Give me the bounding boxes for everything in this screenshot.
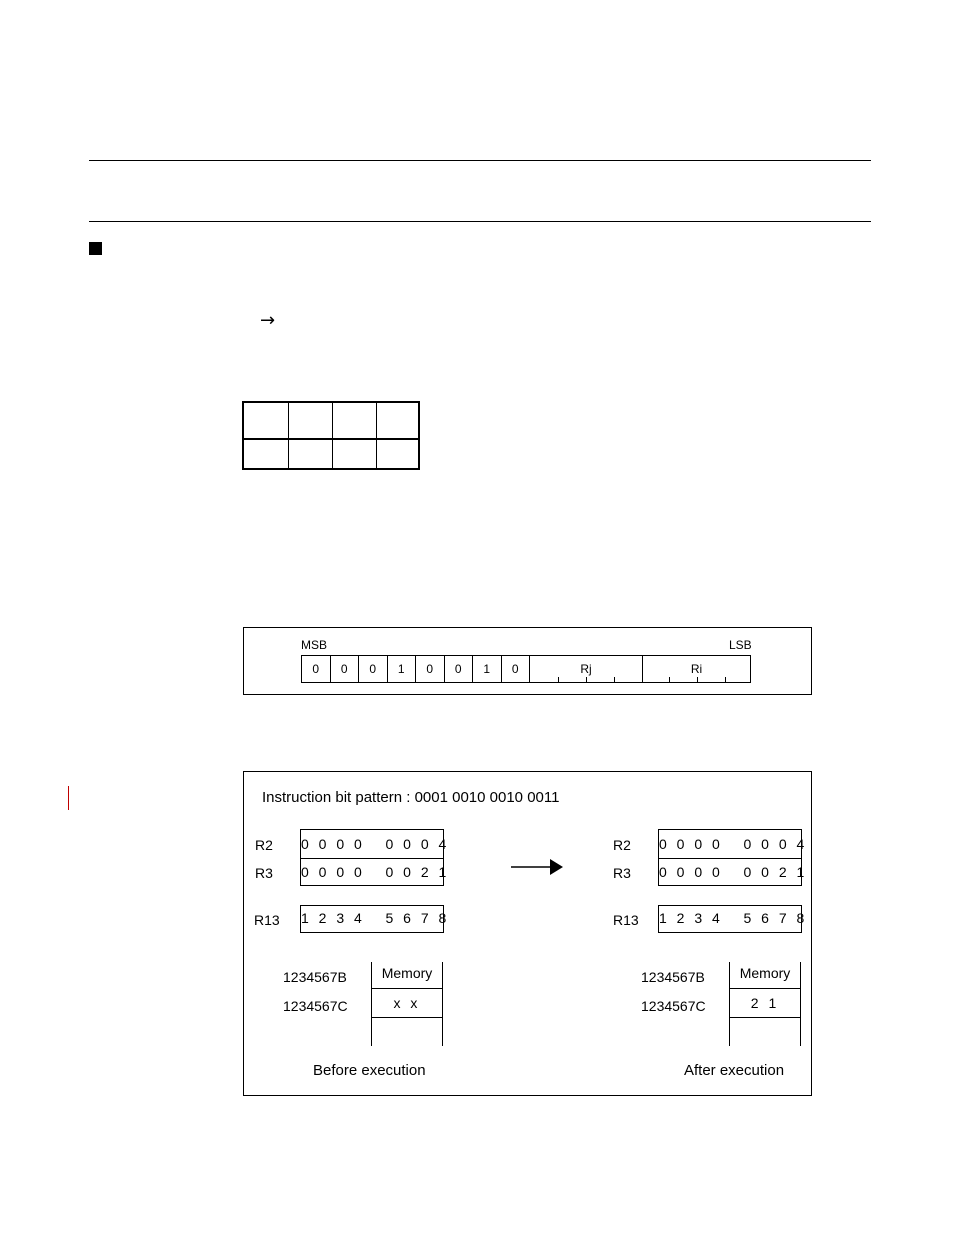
instruction-bit-pattern-title: Instruction bit pattern : 0001 0010 0010 0011 [262,789,560,806]
register-label-r3: R3 [613,865,631,881]
table-column-divider [332,403,333,468]
memory-header: Memory [739,965,791,981]
register-box-r2-r3-before [300,829,450,886]
memory-address: 1234567B [641,969,705,985]
memory-value: 2 1 [750,995,780,1011]
bit-tick [558,677,559,682]
execution-example-diagram [243,771,812,1096]
register-divider [659,858,801,859]
right-arrow-icon: → [260,310,276,331]
register-box-r13-after [658,905,808,933]
bit-cell: 1 [388,656,417,682]
memory-column-after [729,962,801,1046]
header-rule-top [89,160,871,161]
memory-address: 1234567C [283,998,348,1014]
bit-cell: 1 [473,656,502,682]
section-bullet-icon [89,242,102,255]
bit-cell: 0 [302,656,331,682]
memory-divider [730,988,800,989]
memory-address: 1234567C [641,998,706,1014]
bit-field-row [301,655,751,683]
rj-field [530,656,643,682]
register-label-r13: R13 [254,912,280,928]
memory-header: Memory [381,965,433,981]
instruction-format-diagram [243,627,812,695]
memory-column-before [371,962,443,1046]
bit-tick [586,677,587,682]
lsb-label: LSB [729,638,752,652]
register-value-r3: 0 0 0 0 0 0 2 1 [659,864,808,880]
table-row-divider [244,438,418,440]
table-column-divider [376,403,377,468]
bit-tick [725,677,726,682]
register-label-r3: R3 [255,865,273,881]
bit-cell: 0 [331,656,360,682]
memory-divider [372,988,442,989]
register-value-r2: 0 0 0 0 0 0 0 4 [301,836,450,852]
rj-field-label: Rj [580,662,592,676]
revision-change-bar [68,786,69,810]
transition-arrow-icon [510,858,564,876]
memory-address: 1234567B [283,969,347,985]
bit-cell: 0 [359,656,388,682]
flag-table [242,401,420,470]
msb-label: MSB [301,638,328,652]
register-value-r13: 1 2 3 4 5 6 7 8 [659,910,808,926]
table-column-divider [288,403,289,468]
register-value-r2: 0 0 0 0 0 0 0 4 [659,836,808,852]
bit-cell: 0 [445,656,474,682]
register-divider [301,858,443,859]
register-label-r2: R2 [613,837,631,853]
register-value-r13: 1 2 3 4 5 6 7 8 [301,910,450,926]
bit-tick [614,677,615,682]
bit-cell: 0 [416,656,445,682]
ri-field [643,656,750,682]
before-execution-caption: Before execution [313,1062,426,1079]
bit-cell: 0 [502,656,531,682]
bit-tick [697,677,698,682]
ri-field-label: Ri [690,662,703,676]
register-label-r2: R2 [255,837,273,853]
register-value-r3: 0 0 0 0 0 0 2 1 [301,864,450,880]
register-box-r2-r3-after [658,829,808,886]
after-execution-caption: After execution [684,1062,785,1079]
memory-divider [372,1017,442,1018]
memory-value: x x [393,995,421,1011]
header-rule-bottom [89,221,871,222]
bit-tick [669,677,670,682]
memory-divider [730,1017,800,1018]
register-label-r13: R13 [613,912,639,928]
register-box-r13-before [300,905,450,933]
